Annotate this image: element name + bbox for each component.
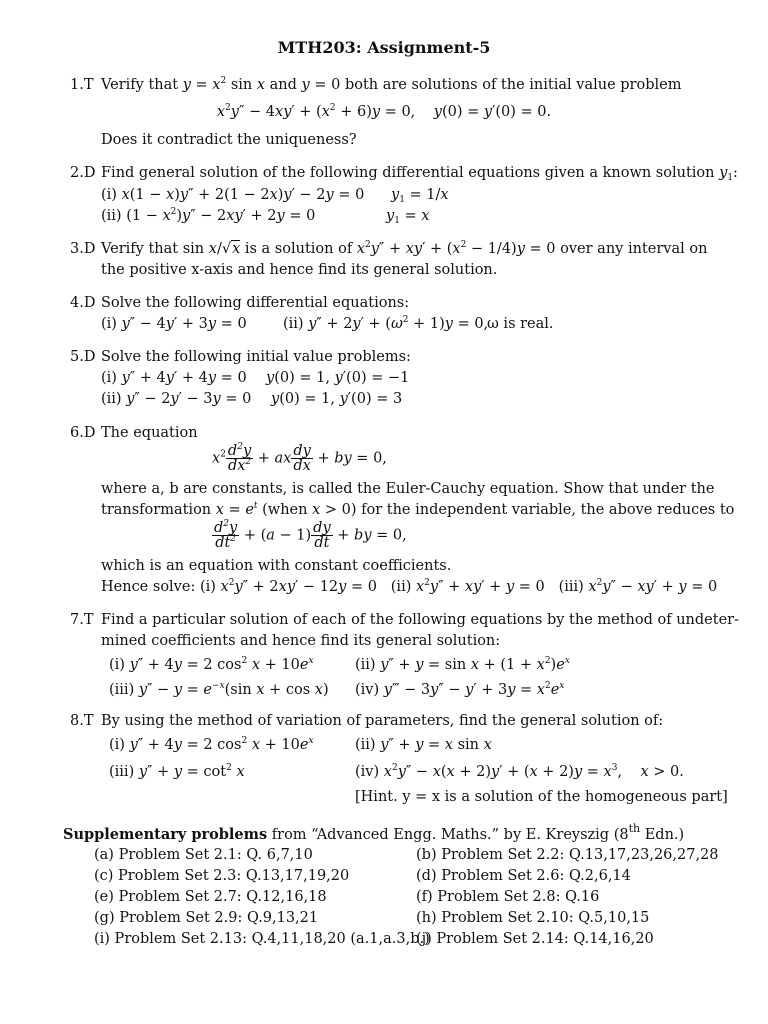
problem-8-part-iii: (iii) $y'' + y = \cot^2 x$	[109, 763, 245, 780]
problem-1-question: Does it contradict the uniqueness?	[101, 132, 357, 148]
problem-1-text-post: both are solutions of the initial value problem	[344, 77, 682, 93]
problem-3-number: 3.D	[70, 241, 96, 257]
problem-7-line2: mined coefficients and hence find its general solution:	[101, 633, 501, 649]
problem-5-part-i-conditions: y(0) = 1, y′(0) = −1	[266, 370, 410, 386]
problem-6-text3: which is an equation with constant coefficients.	[101, 558, 452, 574]
problem-3-text-mid: is a solution of	[244, 241, 353, 257]
problem-4-omega-note: ω is real.	[487, 316, 554, 332]
problem-1-line1: Verify that $y = x^2$ sin x and y = 0 both are solutions of the initial value problem	[101, 76, 682, 93]
problem-2-part-ii: (ii) $(1 - x^2)y'' - 2xy' + 2y = 0$	[101, 207, 316, 224]
supplementary-title: Supplementary problems	[63, 826, 268, 843]
problem-7-line1: Find a particular solution of each of the following equations by the method of undeter-	[101, 612, 739, 628]
problem-2-part-i-solution: $y_1 = 1/x$	[391, 187, 449, 205]
problem-5-part-i: (i) y″ + 4y′ + 4y = 0	[101, 370, 247, 386]
problem-7-part-iii: (iii) $y'' - y = e^{-x}(\sin$ x + cos x)	[109, 681, 329, 698]
problem-6-text2: transformation $x = e^t$ (when x > 0) for the independent variable, the above reduces to	[101, 501, 735, 518]
problem-2-intro: Find general solution of the following differential equations given a known solution $y_1$:	[101, 165, 738, 183]
problem-6-euler-cauchy-equation: $x^2$ $\frac{d^2y}{dx^2}$ + ax $\frac{dy}{dx}$ + by = 0,	[212, 442, 387, 474]
supplementary-item-a: (a) Problem Set 2.1: Q. 6,7,10	[94, 847, 313, 863]
problem-6-text1: where a, b are constants, is called the Euler-Cauchy equation. Show that under the	[101, 481, 715, 497]
problem-8-part-ii: (ii) y″ + y = x sin x	[355, 737, 492, 753]
problem-7-part-ii: (ii) $y'' + y = \sin x + (1 + x^2)e^x$	[355, 656, 570, 673]
problem-6-intro: The equation	[101, 425, 198, 441]
problem-5-number: 5.D	[70, 349, 96, 365]
supplementary-source-end: Edn.)	[644, 827, 685, 843]
problem-2-intro-text: Find general solution of the following differential equations given a known solution	[101, 165, 715, 181]
problem-5-part-ii-conditions: y(0) = 1, y′(0) = 3	[271, 391, 403, 407]
problem-5-intro: Solve the following initial value problems:	[101, 349, 411, 365]
supplementary-item-e: (e) Problem Set 2.7: Q.12,16,18	[94, 889, 327, 905]
problem-6-text2-post: for the independent variable, the above reduces to	[361, 502, 735, 518]
problem-8-line1: By using the method of variation of parameters, find the general solution of:	[101, 713, 664, 729]
supplementary-item-i: (i) Problem Set 2.13: Q.4,11,18,20 (a.1,a.3,b.)	[94, 931, 430, 947]
problem-3-line2: the positive x-axis and hence find its general solution.	[101, 262, 498, 278]
supplementary-item-b: (b) Problem Set 2.2: Q.13,17,23,26,27,28	[416, 847, 719, 863]
problem-6-solve: Hence solve: (i) $x^2y'' + 2xy' - 12y = 0$ (ii) $x^2y'' + xy' + y = 0$ (iii) $x^2y'' - xy' + y = 0$	[101, 578, 718, 595]
problem-7-part-iv: (iv) y‴ − $3y'' - y' + 3y = x^2e^x$	[355, 681, 565, 698]
problem-3-text-pre: Verify that	[101, 241, 179, 257]
problem-8-part-iv: (iv) $x^2y'' - x(x + 2)y' + (x + 2)y = x^3$, x > 0.	[355, 763, 684, 780]
problem-6-number: 6.D	[70, 425, 96, 441]
problem-1-text-pre: Verify that	[101, 77, 179, 93]
problem-4-part-i: (i) y″ − 4y′ + 3y = 0	[101, 316, 247, 332]
problem-6-solve-label: Hence solve:	[101, 579, 196, 595]
supplementary-item-f: (f) Problem Set 2.8: Q.16	[416, 889, 600, 905]
problem-3-text-post: over any interval on	[560, 241, 708, 257]
problem-6-reduced-equation: $\frac{d^2y}{dt^2}$ + (a − 1) $\frac{dy}{dt}$ + by = 0,	[214, 519, 407, 551]
problem-6-text2-pre: transformation	[101, 502, 212, 518]
problem-8-hint: [Hint. y = x is a solution of the homogeneous part]	[355, 789, 728, 805]
problem-1-equation: $x^2y'' - 4xy' + (x^2 + 6)y = 0$, y(0) = y′(0) = 0.	[216, 103, 552, 120]
supplementary-heading	[63, 822, 685, 843]
supplementary-item-c: (c) Problem Set 2.3: Q.13,17,19,20	[94, 868, 350, 884]
problem-4-part-ii: (ii) $y'' + 2y' + (\omega^2 + 1)y = 0$,	[283, 315, 489, 332]
problem-8-number: 8.T	[70, 713, 94, 729]
problem-3-line1: Verify that sin x/√x is a solution of $x^2y'' + xy' + (x^2 - 1/4)y = 0$ over any interval on	[101, 240, 708, 257]
supplementary-source: from “Advanced Engg. Maths.” by E. Kreyszig (8	[271, 827, 629, 843]
supplementary-item-j: (j) Problem Set 2.14: Q.14,16,20	[416, 931, 654, 947]
problem-7-number: 7.T	[70, 612, 94, 628]
problem-4-number: 4.D	[70, 295, 96, 311]
problem-2-number: 2.D	[70, 165, 96, 181]
page-title: MTH203: Assignment-5	[277, 38, 491, 57]
problem-5-part-ii: (ii) y″ − 2y′ − 3y = 0	[101, 391, 252, 407]
problem-2-part-i: (i) x(1 − x)y″ + 2(1 − 2x)y′ − 2y = 0	[101, 187, 365, 203]
supplementary-item-h: (h) Problem Set 2.10: Q.5,10,15	[416, 910, 650, 926]
problem-7-part-i: (i) y″ + 4y = 2 $\cos^2 x + 10e^x$	[109, 656, 314, 673]
edition-superscript: th	[628, 822, 641, 835]
problem-8-part-i: (i) y″ + 4y = 2 $\cos^2 x + 10e^x$	[109, 736, 314, 753]
problem-4-intro: Solve the following differential equations:	[101, 295, 410, 311]
supplementary-item-g: (g) Problem Set 2.9: Q.9,13,21	[94, 910, 319, 926]
supplementary-item-d: (d) Problem Set 2.6: Q.2,6,14	[416, 868, 631, 884]
problem-1-number: 1.T	[70, 77, 94, 93]
problem-2-part-ii-solution: $y_1 = x$	[386, 208, 430, 226]
